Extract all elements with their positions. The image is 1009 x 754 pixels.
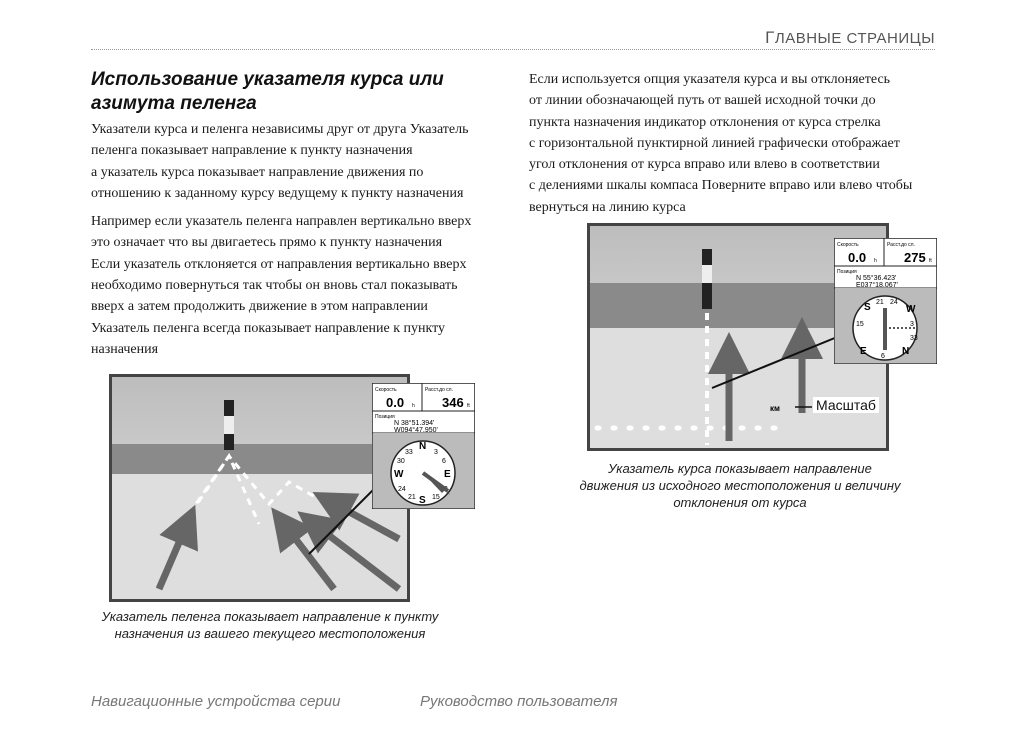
text-line: пункта назначения индикатор отклонения от курса стрелка: [529, 114, 881, 130]
compass-label-s: S: [419, 495, 426, 506]
compass-tick-label: 24: [890, 299, 898, 306]
scale-callout: Масштаб: [813, 397, 879, 413]
bearing-pointer-figure: [109, 374, 470, 602]
bearing-illustration: [109, 374, 410, 602]
compass-tick-label: 21: [876, 299, 884, 306]
compass-tick-label: 15: [432, 494, 440, 501]
text-line: Указатель пеленга всегда показывает направление к пункту: [91, 320, 446, 336]
compass-tick-label: 33: [405, 449, 413, 456]
distance-value: 275: [904, 250, 926, 265]
distance-label: Расст.до сл.: [425, 387, 453, 393]
heading-line: азимута пеленга: [91, 93, 257, 114]
compass-tick-label: 21: [408, 494, 416, 501]
text-line: Например если указатель пеленга направлен вертикально вверх: [91, 214, 472, 230]
text-line: от линии обозначающей путь от вашей исходной точки до: [529, 93, 876, 109]
caption-line: отклонения от курса: [673, 495, 807, 510]
distance-value: 346: [442, 395, 464, 410]
text-line: вернуться на линию курса: [529, 199, 686, 215]
gps-device-screen: [372, 383, 475, 509]
section-header: ГЛАВНЫЕ СТРАНИЦЫ: [765, 28, 935, 47]
caption-line: назначения из вашего текущего местоположения: [114, 626, 426, 641]
course-pointer-figure: [587, 223, 932, 451]
speed-label: Скорость: [375, 387, 397, 393]
page-heading: [91, 68, 511, 116]
compass-tick-label: 3: [434, 449, 438, 456]
speed-unit: h: [874, 258, 877, 264]
footer-manual: Руководство пользователя: [420, 693, 618, 710]
compass-label-n: N: [902, 346, 910, 357]
text-line: а указатель курса показывает направление движения по: [91, 164, 424, 180]
text-line: с горизонтальной пунктирной линией графически отображает: [529, 135, 900, 151]
header-divider: [91, 49, 935, 50]
longitude: E037°18.067': [856, 282, 898, 289]
distance-label: Расст.до сл.: [887, 242, 915, 248]
compass-label-e: E: [860, 346, 867, 357]
longitude: W094°47.950': [394, 427, 438, 434]
caption-line: Указатель курса показывает направление: [608, 461, 872, 476]
compass-label-s: S: [864, 302, 871, 313]
distance-unit: ft: [929, 258, 932, 264]
compass-tick-label: 3: [910, 321, 914, 328]
compass-tick-label: 30: [397, 458, 405, 465]
speed-unit: h: [412, 403, 415, 409]
sand: [112, 474, 407, 599]
speed-label: Скорость: [837, 242, 859, 248]
text-line: Указатели курса и пеленга независимы друг от друга Указатель: [91, 122, 469, 137]
text-line: Если используется опция указателя курса и вы отклоняетесь: [529, 72, 891, 87]
latitude: N 38°51.394': [394, 420, 435, 427]
speed-value: 0.0: [848, 250, 867, 265]
text-line: это означает что вы двигаетесь прямо к пункту назначения: [91, 235, 443, 251]
position-label: Позиция: [837, 269, 857, 275]
compass-label-n: N: [419, 441, 427, 452]
latitude: N 55°36.423': [856, 275, 897, 282]
text-line: пеленга показывает направление к пункту назначения: [91, 143, 413, 159]
right-column: [529, 69, 949, 218]
distance-unit: ft: [467, 403, 470, 409]
speed-value: 0.0: [386, 395, 405, 410]
text-line: назначения: [91, 341, 159, 357]
compass-label-w: W: [394, 469, 404, 480]
course-caption: [555, 460, 925, 511]
text-line: с делениями шкалы компаса Поверните вправо или влево чтобы: [529, 178, 913, 194]
heading-line: Использование указателя курса или: [91, 69, 444, 90]
compass-tick-label: 33: [910, 335, 918, 342]
compass-tick-label: 24: [398, 486, 406, 493]
text-line: вверх а затем продолжить движение в этом направлении: [91, 299, 428, 315]
compass-label-w: W: [906, 304, 916, 315]
caption-line: Указатель пеленга показывает направление к пункту: [101, 609, 439, 624]
compass-tick-label: 6: [442, 458, 446, 465]
compass-tick-label: 15: [856, 321, 864, 328]
footer-series: Навигационные устройства серии: [91, 693, 341, 710]
scale-unit-label: км: [770, 404, 780, 413]
text-line: отношению к заданному курсу ведущему к пункту назначения: [91, 185, 464, 201]
text-line: Если указатель отклоняется от направления вертикально вверх: [91, 256, 467, 272]
caption-line: движения из исходного местоположения и величину: [579, 478, 901, 493]
gps-device-screen: [834, 238, 937, 364]
bearing-caption: [80, 608, 460, 642]
text-line: угол отклонения от курса вправо или влево в соответствии: [529, 157, 880, 173]
text-line: необходимо повернуться так чтобы он вновь стал показывать: [91, 278, 458, 294]
compass-label-e: E: [444, 469, 451, 480]
left-column: [91, 119, 511, 360]
compass-tick-label: 6: [881, 353, 885, 360]
position-label: Позиция: [375, 414, 395, 420]
